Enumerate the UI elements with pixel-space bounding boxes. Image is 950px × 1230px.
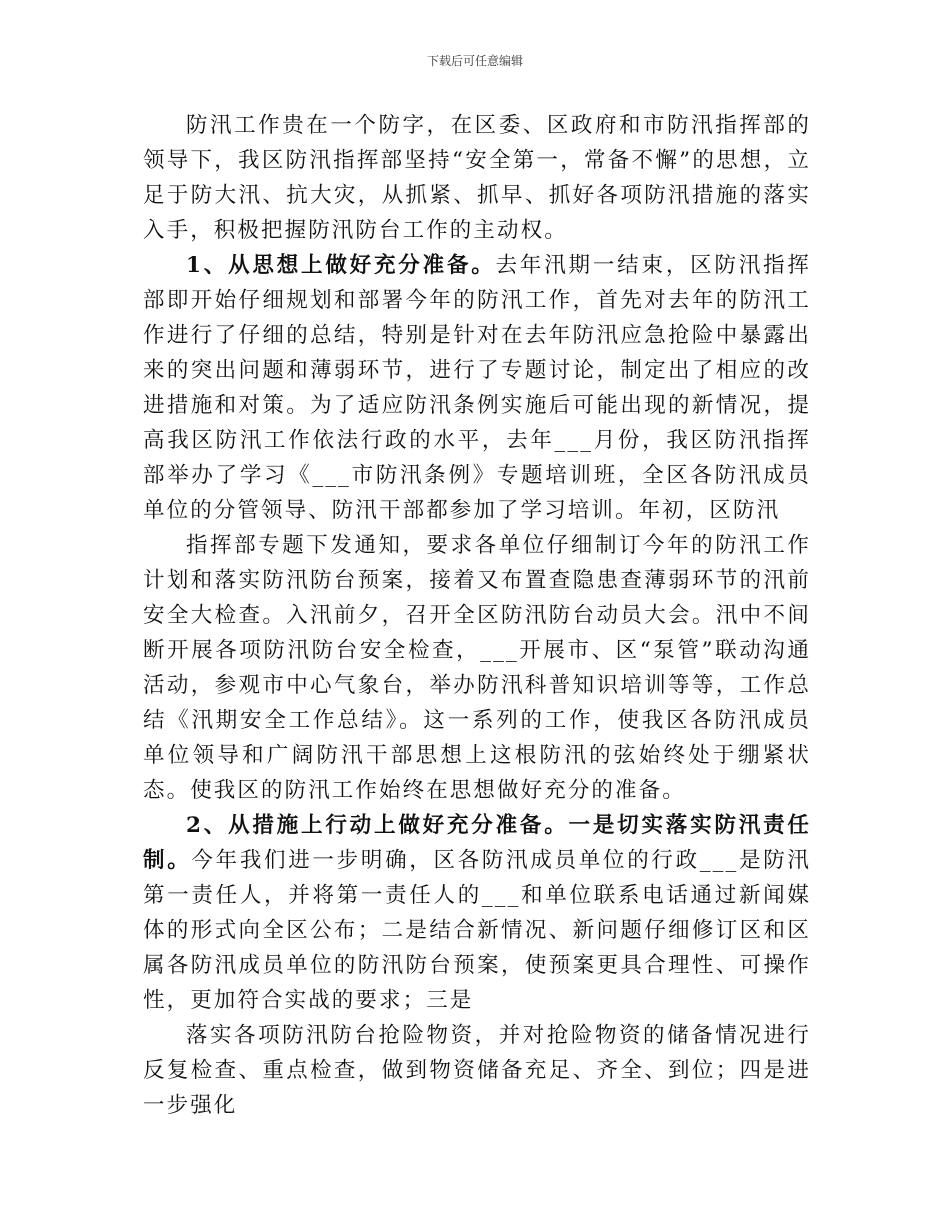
paragraph-section-1 <box>143 248 811 528</box>
download-note: 下载后可任意编辑 <box>426 54 523 68</box>
paragraph-text: 指挥部专题下发通知，要求各单位仔细制订今年的防汛工作计划和落实防汛防台预案，接着又布置查隐患查薄弱环节的汛前安全大检查。入汛前夕，召开全区防汛防台动员大会。汛中不间断开展各项防汛防台安全检查，___开展市、区“泵管”联动沟通活动，参观市中心气象台，举办防汛科普知识培训等等，工作总结《汛期安全工作总结》。这一系列的工作，使我区各防汛成员单位领导和广阔防汛干部思想上这根防汛的弦始终处于绷紧状态。使我区的防汛工作始终在思想做好充分的准备。 <box>143 533 811 803</box>
paragraph-text: 今年我们进一步明确，区各防汛成员单位的行政___是防汛第一责任人，并将第一责任人的___和单位联系电话通过新闻媒体的形式向全区公布；二是结合新情况、新问题仔细修订区和区属各防汛成员单位的防汛防台预案，使预案更具合理性、可操作性，更加符合实战的要求；三是 <box>143 848 811 1013</box>
section-heading-2: 2、从措施上行动上做好充分准备。一是切实落实防汛责任制。 <box>143 813 811 873</box>
paragraph-text: 防汛工作贵在一个防字，在区委、区政府和市防汛指挥部的领导下，我区防汛指挥部坚持“安全第一，常备不懈”的思想，立足于防大汛、抗大灾，从抓紧、抓早、抓好各项防汛措施的落实入手，积极把握防汛防台工作的主动权。 <box>143 113 811 243</box>
document-body <box>143 108 811 1123</box>
paragraph-section-2-continued <box>143 1018 811 1123</box>
section-heading-1: 1、从思想上做好充分准备。 <box>186 253 496 278</box>
paragraph-text: 落实各项防汛防台抢险物资，并对抢险物资的储备情况进行反复检查、重点检查，做到物资储备充足、齐全、到位；四是进一步强化 <box>143 1023 811 1118</box>
paragraph-section-1-continued <box>143 528 811 808</box>
paragraph-text: 去年汛期一结束，区防汛指挥部即开始仔细规划和部署今年的防汛工作，首先对去年的防汛工作进行了仔细的总结，特别是针对在去年防汛应急抢险中暴露出来的突出问题和薄弱环节，进行了专题讨论，制定出了相应的改进措施和对策。为了适应防汛条例实施后可能出现的新情况，提高我区防汛工作依法行政的水平，去年___月份，我区防汛指挥部举办了学习《___市防汛条例》专题培训班，全区各防汛成员单位的分管领导、防汛干部都参加了学习培训。年初，区防汛 <box>143 253 811 523</box>
paragraph-intro <box>143 108 811 248</box>
paragraph-section-2 <box>143 808 811 1018</box>
